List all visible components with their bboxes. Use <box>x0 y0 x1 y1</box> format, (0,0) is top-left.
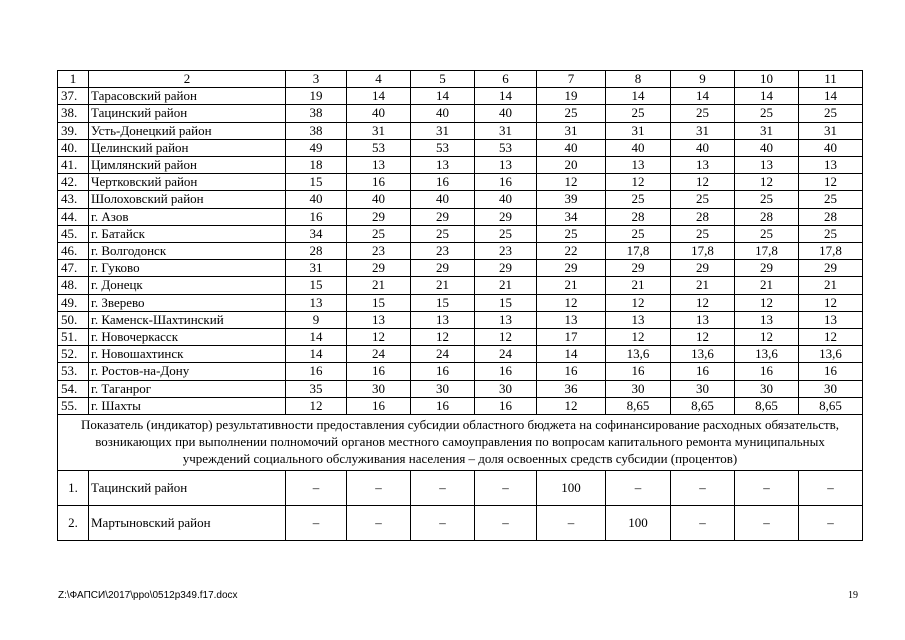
value-cell: 16 <box>411 174 475 191</box>
header-cell: 6 <box>475 71 537 88</box>
value-cell: 12 <box>735 329 799 346</box>
value-cell: 31 <box>735 122 799 139</box>
value-cell: 15 <box>411 294 475 311</box>
row-number: 48. <box>58 277 89 294</box>
value-cell: 14 <box>286 346 347 363</box>
table-row <box>58 471 863 506</box>
value-cell: 12 <box>799 294 863 311</box>
table-row <box>58 174 863 191</box>
value-cell: 25 <box>606 105 671 122</box>
municipality-name: г. Новошахтинск <box>89 346 286 363</box>
value-cell: 12 <box>735 294 799 311</box>
municipality-name: г. Азов <box>89 208 286 225</box>
value-cell: 15 <box>347 294 411 311</box>
row-number: 37. <box>58 88 89 105</box>
value-cell: 16 <box>286 363 347 380</box>
value-cell: 16 <box>475 363 537 380</box>
value-cell: 13 <box>606 157 671 174</box>
table-row <box>58 157 863 174</box>
table-row <box>58 122 863 139</box>
value-cell: 40 <box>537 139 606 156</box>
value-cell: 25 <box>799 225 863 242</box>
row-number: 1. <box>58 471 89 506</box>
value-cell: 19 <box>286 88 347 105</box>
value-cell: 13 <box>735 311 799 328</box>
value-cell: 28 <box>606 208 671 225</box>
value-cell: 29 <box>475 260 537 277</box>
value-cell: 16 <box>411 397 475 414</box>
row-number: 41. <box>58 157 89 174</box>
municipality-name: г. Каменск-Шахтинский <box>89 311 286 328</box>
value-cell: 12 <box>799 174 863 191</box>
value-cell: 24 <box>347 346 411 363</box>
value-cell: 40 <box>411 105 475 122</box>
value-cell: 31 <box>286 260 347 277</box>
value-cell: 12 <box>475 329 537 346</box>
value-cell: 100 <box>537 471 606 506</box>
value-cell: 21 <box>671 277 735 294</box>
header-cell: 5 <box>411 71 475 88</box>
value-cell: 29 <box>411 260 475 277</box>
value-cell: 17,8 <box>735 243 799 260</box>
value-cell: 22 <box>537 243 606 260</box>
value-cell: 53 <box>347 139 411 156</box>
page-number: 19 <box>848 590 858 601</box>
value-cell: 21 <box>347 277 411 294</box>
header-cell: 4 <box>347 71 411 88</box>
value-cell: 17,8 <box>606 243 671 260</box>
table-row <box>58 397 863 414</box>
value-cell: 8,65 <box>735 397 799 414</box>
value-cell: – <box>799 506 863 541</box>
value-cell: 12 <box>411 329 475 346</box>
value-cell: 14 <box>537 346 606 363</box>
value-cell: 21 <box>411 277 475 294</box>
value-cell: – <box>475 506 537 541</box>
value-cell: 25 <box>671 105 735 122</box>
value-cell: 13 <box>475 157 537 174</box>
municipality-name: Чертковский район <box>89 174 286 191</box>
municipality-name: Тацинский район <box>89 105 286 122</box>
value-cell: 21 <box>735 277 799 294</box>
row-number: 47. <box>58 260 89 277</box>
value-cell: 12 <box>671 294 735 311</box>
value-cell: 25 <box>799 191 863 208</box>
row-number: 38. <box>58 105 89 122</box>
value-cell: 12 <box>606 329 671 346</box>
row-number: 39. <box>58 122 89 139</box>
header-cell: 2 <box>89 71 286 88</box>
row-number: 52. <box>58 346 89 363</box>
value-cell: 28 <box>735 208 799 225</box>
row-number: 51. <box>58 329 89 346</box>
indicator-description: Показатель (индикатор) результативности предоставления субсидии областного бюджета на софинансирование расходных обязательств, возникающих при выполнении полномочий органов местного самоуправления по вопросам капитального ремонта муниципальных учреждений социального обслуживания населения – доля освоенных средств субсидии (процентов) <box>58 415 863 471</box>
value-cell: 40 <box>347 191 411 208</box>
header-cell: 11 <box>799 71 863 88</box>
value-cell: 12 <box>671 329 735 346</box>
row-number: 46. <box>58 243 89 260</box>
value-cell: 8,65 <box>799 397 863 414</box>
value-cell: 29 <box>347 260 411 277</box>
municipality-name: г. Зверево <box>89 294 286 311</box>
value-cell: 14 <box>411 88 475 105</box>
value-cell: 30 <box>606 380 671 397</box>
value-cell: – <box>411 506 475 541</box>
table-row <box>58 329 863 346</box>
value-cell: 12 <box>671 174 735 191</box>
value-cell: – <box>671 506 735 541</box>
value-cell: 15 <box>286 174 347 191</box>
value-cell: 21 <box>475 277 537 294</box>
value-cell: 40 <box>606 139 671 156</box>
value-cell: 31 <box>671 122 735 139</box>
value-cell: 25 <box>671 191 735 208</box>
row-number: 44. <box>58 208 89 225</box>
footer-file-path: Z:\ФАПСИ\2017\ppo\0512p349.f17.docx <box>58 590 238 601</box>
value-cell: 8,65 <box>606 397 671 414</box>
value-cell: 12 <box>606 294 671 311</box>
value-cell: 31 <box>411 122 475 139</box>
value-cell: 29 <box>411 208 475 225</box>
value-cell: 17 <box>537 329 606 346</box>
value-cell: 28 <box>286 243 347 260</box>
value-cell: 30 <box>475 380 537 397</box>
value-cell: 12 <box>735 174 799 191</box>
value-cell: 25 <box>475 225 537 242</box>
value-cell: 40 <box>286 191 347 208</box>
value-cell: 30 <box>799 380 863 397</box>
value-cell: 12 <box>799 329 863 346</box>
value-cell: 30 <box>671 380 735 397</box>
table-row <box>58 311 863 328</box>
value-cell: 21 <box>537 277 606 294</box>
value-cell: 12 <box>537 397 606 414</box>
value-cell: 23 <box>347 243 411 260</box>
value-cell: 16 <box>475 174 537 191</box>
value-cell: 29 <box>735 260 799 277</box>
value-cell: – <box>606 471 671 506</box>
municipality-name: г. Новочеркасск <box>89 329 286 346</box>
value-cell: 16 <box>347 363 411 380</box>
value-cell: 13 <box>347 157 411 174</box>
value-cell: 39 <box>537 191 606 208</box>
value-cell: 31 <box>537 122 606 139</box>
value-cell: 16 <box>286 208 347 225</box>
value-cell: 31 <box>475 122 537 139</box>
value-cell: 21 <box>799 277 863 294</box>
value-cell: 30 <box>347 380 411 397</box>
value-cell: – <box>735 506 799 541</box>
table-row <box>58 88 863 105</box>
value-cell: 16 <box>735 363 799 380</box>
value-cell: 49 <box>286 139 347 156</box>
value-cell: 8,65 <box>671 397 735 414</box>
value-cell: 16 <box>411 363 475 380</box>
value-cell: – <box>286 506 347 541</box>
value-cell: 28 <box>671 208 735 225</box>
value-cell: 25 <box>735 191 799 208</box>
value-cell: 13 <box>799 157 863 174</box>
municipality-name: г. Ростов-на-Дону <box>89 363 286 380</box>
table-row <box>58 225 863 242</box>
value-cell: 15 <box>475 294 537 311</box>
table-row <box>58 105 863 122</box>
value-cell: 14 <box>475 88 537 105</box>
value-cell: 29 <box>606 260 671 277</box>
value-cell: 13,6 <box>799 346 863 363</box>
value-cell: 9 <box>286 311 347 328</box>
value-cell: 14 <box>286 329 347 346</box>
value-cell: 40 <box>799 139 863 156</box>
value-cell: 13 <box>475 311 537 328</box>
value-cell: 13 <box>411 311 475 328</box>
value-cell: 12 <box>347 329 411 346</box>
value-cell: 21 <box>606 277 671 294</box>
value-cell: 38 <box>286 105 347 122</box>
value-cell: 16 <box>347 174 411 191</box>
value-cell: 12 <box>537 294 606 311</box>
value-cell: 25 <box>735 225 799 242</box>
value-cell: 30 <box>735 380 799 397</box>
header-cell: 1 <box>58 71 89 88</box>
value-cell: 31 <box>799 122 863 139</box>
row-number: 49. <box>58 294 89 311</box>
value-cell: 25 <box>671 225 735 242</box>
row-number: 40. <box>58 139 89 156</box>
value-cell: 12 <box>537 174 606 191</box>
value-cell: 13 <box>606 311 671 328</box>
row-number: 45. <box>58 225 89 242</box>
value-cell: 25 <box>537 225 606 242</box>
value-cell: 16 <box>799 363 863 380</box>
value-cell: 25 <box>347 225 411 242</box>
value-cell: 16 <box>606 363 671 380</box>
value-cell: – <box>347 471 411 506</box>
header-cell: 9 <box>671 71 735 88</box>
value-cell: – <box>475 471 537 506</box>
municipality-name: Тацинский район <box>89 471 286 506</box>
value-cell: 14 <box>735 88 799 105</box>
value-cell: 13 <box>671 157 735 174</box>
value-cell: – <box>799 471 863 506</box>
row-number: 42. <box>58 174 89 191</box>
value-cell: 24 <box>411 346 475 363</box>
value-cell: 16 <box>347 397 411 414</box>
value-cell: 13 <box>347 311 411 328</box>
value-cell: 17,8 <box>799 243 863 260</box>
value-cell: 12 <box>606 174 671 191</box>
value-cell: 19 <box>537 88 606 105</box>
row-number: 55. <box>58 397 89 414</box>
value-cell: 14 <box>347 88 411 105</box>
value-cell: 35 <box>286 380 347 397</box>
value-cell: 34 <box>537 208 606 225</box>
municipality-name: Целинский район <box>89 139 286 156</box>
value-cell: 40 <box>347 105 411 122</box>
table-row <box>58 346 863 363</box>
header-cell: 8 <box>606 71 671 88</box>
table-row <box>58 208 863 225</box>
value-cell: 29 <box>671 260 735 277</box>
value-cell: 100 <box>606 506 671 541</box>
table-row <box>58 260 863 277</box>
row-number: 54. <box>58 380 89 397</box>
value-cell: 31 <box>606 122 671 139</box>
table-row <box>58 243 863 260</box>
value-cell: 13 <box>735 157 799 174</box>
value-cell: 53 <box>475 139 537 156</box>
value-cell: – <box>537 506 606 541</box>
value-cell: 23 <box>411 243 475 260</box>
value-cell: 25 <box>735 105 799 122</box>
row-number: 50. <box>58 311 89 328</box>
row-number: 53. <box>58 363 89 380</box>
row-number: 2. <box>58 506 89 541</box>
value-cell: 29 <box>537 260 606 277</box>
value-cell: 16 <box>537 363 606 380</box>
municipality-name: г. Гуково <box>89 260 286 277</box>
value-cell: 13 <box>671 311 735 328</box>
municipality-name: г. Донецк <box>89 277 286 294</box>
value-cell: 28 <box>799 208 863 225</box>
value-cell: 29 <box>799 260 863 277</box>
value-cell: 30 <box>411 380 475 397</box>
value-cell: 20 <box>537 157 606 174</box>
value-cell: – <box>286 471 347 506</box>
value-cell: 12 <box>286 397 347 414</box>
indicator-row <box>58 415 863 471</box>
table-row <box>58 363 863 380</box>
value-cell: 25 <box>537 105 606 122</box>
value-cell: – <box>735 471 799 506</box>
value-cell: – <box>347 506 411 541</box>
value-cell: 14 <box>799 88 863 105</box>
value-cell: 13 <box>537 311 606 328</box>
table-row <box>58 294 863 311</box>
value-cell: 13 <box>411 157 475 174</box>
header-cell: 3 <box>286 71 347 88</box>
value-cell: 40 <box>411 191 475 208</box>
value-cell: 13 <box>799 311 863 328</box>
table-row <box>58 277 863 294</box>
value-cell: 16 <box>671 363 735 380</box>
value-cell: 36 <box>537 380 606 397</box>
value-cell: 25 <box>799 105 863 122</box>
value-cell: 13,6 <box>671 346 735 363</box>
value-cell: 38 <box>286 122 347 139</box>
municipality-name: Усть-Донецкий район <box>89 122 286 139</box>
table-row <box>58 191 863 208</box>
value-cell: 14 <box>606 88 671 105</box>
data-table <box>57 70 863 541</box>
value-cell: 25 <box>606 191 671 208</box>
value-cell: 53 <box>411 139 475 156</box>
header-row <box>58 71 863 88</box>
value-cell: 13,6 <box>735 346 799 363</box>
header-cell: 7 <box>537 71 606 88</box>
municipality-name: г. Волгодонск <box>89 243 286 260</box>
value-cell: 14 <box>671 88 735 105</box>
value-cell: 31 <box>347 122 411 139</box>
value-cell: 15 <box>286 277 347 294</box>
table-row <box>58 380 863 397</box>
value-cell: 23 <box>475 243 537 260</box>
value-cell: 16 <box>475 397 537 414</box>
municipality-name: Шолоховский район <box>89 191 286 208</box>
value-cell: 29 <box>347 208 411 225</box>
municipality-name: г. Таганрог <box>89 380 286 397</box>
value-cell: 40 <box>735 139 799 156</box>
value-cell: 17,8 <box>671 243 735 260</box>
value-cell: 40 <box>671 139 735 156</box>
row-number: 43. <box>58 191 89 208</box>
value-cell: 25 <box>606 225 671 242</box>
table-row <box>58 139 863 156</box>
header-cell: 10 <box>735 71 799 88</box>
value-cell: 18 <box>286 157 347 174</box>
table-row <box>58 506 863 541</box>
value-cell: 25 <box>411 225 475 242</box>
value-cell: 40 <box>475 105 537 122</box>
value-cell: 40 <box>475 191 537 208</box>
municipality-name: г. Шахты <box>89 397 286 414</box>
municipality-name: Тарасовский район <box>89 88 286 105</box>
municipality-name: Цимлянский район <box>89 157 286 174</box>
municipality-name: г. Батайск <box>89 225 286 242</box>
value-cell: 34 <box>286 225 347 242</box>
value-cell: 13,6 <box>606 346 671 363</box>
municipality-name: Мартыновский район <box>89 506 286 541</box>
value-cell: 24 <box>475 346 537 363</box>
value-cell: 29 <box>475 208 537 225</box>
value-cell: 13 <box>286 294 347 311</box>
value-cell: – <box>411 471 475 506</box>
value-cell: – <box>671 471 735 506</box>
